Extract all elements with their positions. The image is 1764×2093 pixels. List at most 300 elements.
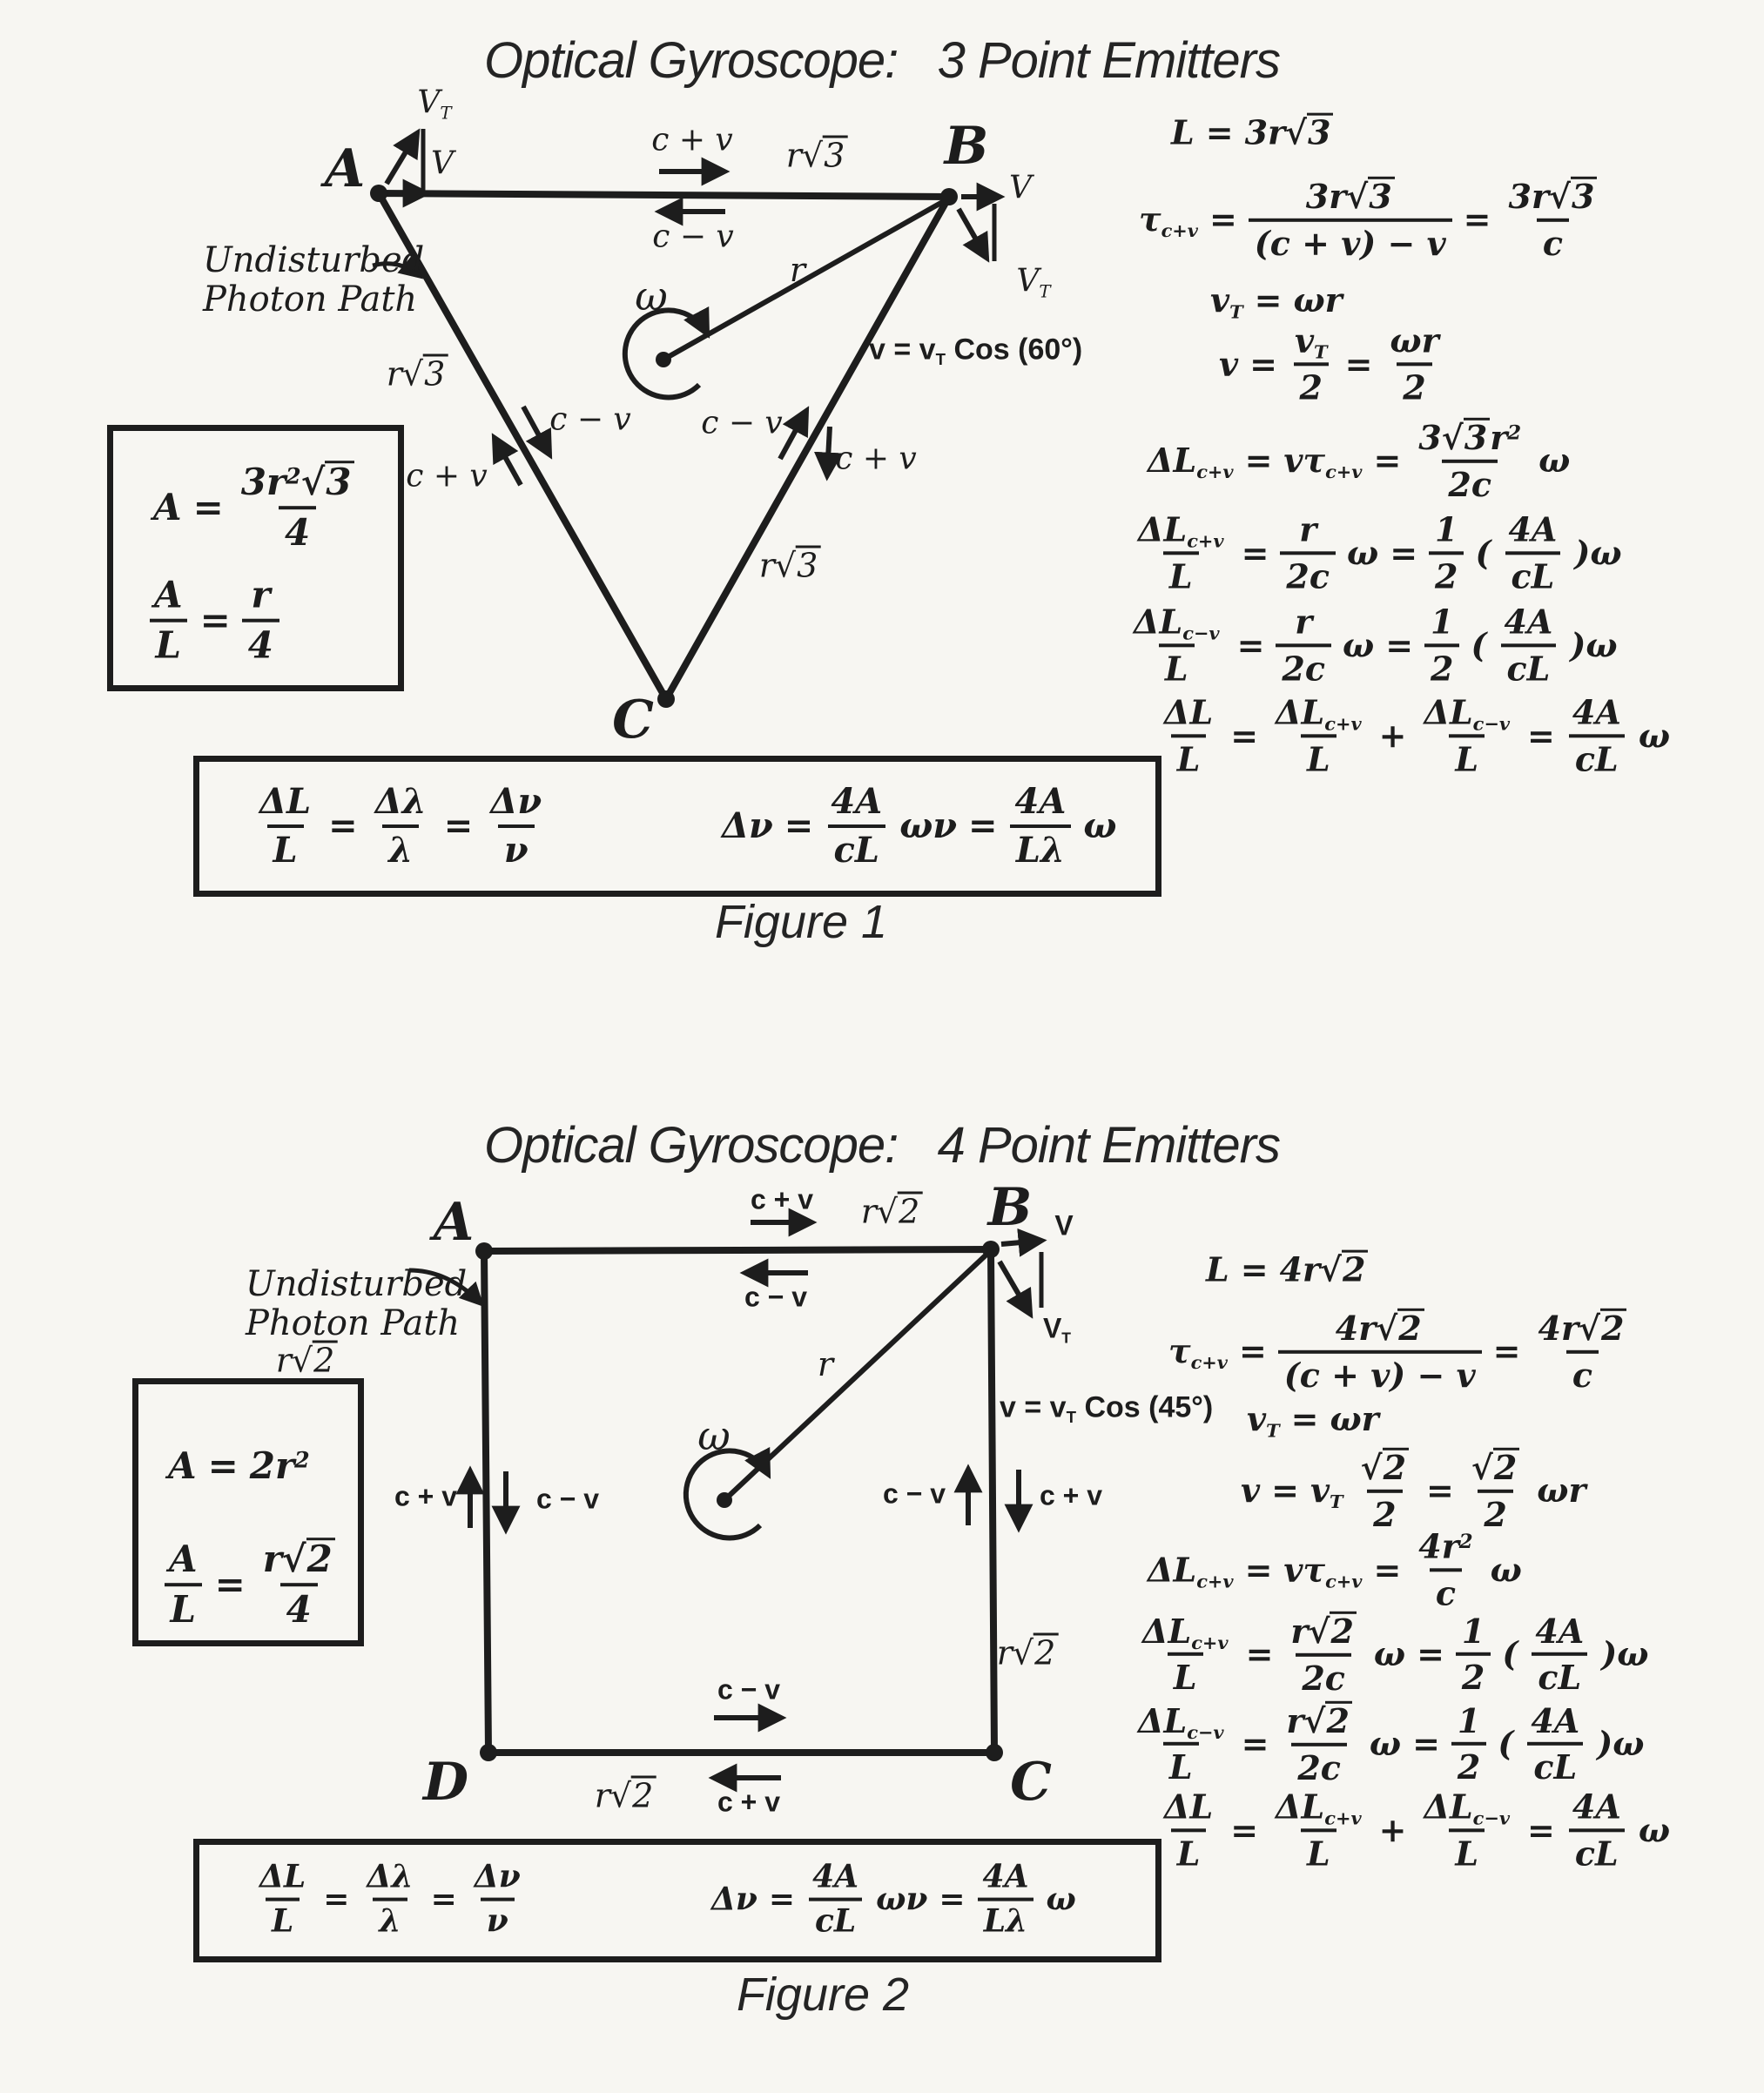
denominator: Lλ xyxy=(978,1898,1034,1940)
fraction xyxy=(1284,1612,1362,1697)
edge-label-c-plus-v-left-side: c + v xyxy=(406,458,488,495)
denominator: c xyxy=(1566,1350,1599,1395)
math-run: $v\tau_{c+v}$ xyxy=(1283,1550,1363,1592)
equation-row xyxy=(1241,1448,1586,1533)
equation-area xyxy=(168,1445,310,1487)
math-run: = xyxy=(768,1881,796,1918)
equation-area-over-length xyxy=(148,575,279,668)
fraction xyxy=(1269,1787,1368,1872)
subscript: c−v xyxy=(1472,1807,1511,1829)
fraction xyxy=(1417,693,1516,777)
superscript: 2 xyxy=(1458,1530,1473,1553)
math-run: $\Delta L_{c+v}$ xyxy=(1148,1550,1234,1592)
subscript: c+v xyxy=(1161,219,1198,242)
figure1-caption: Figure 1 xyxy=(714,896,888,948)
math-run: = xyxy=(968,805,998,846)
denominator: 2 xyxy=(1367,1490,1402,1534)
numerator: ΔL xyxy=(259,1858,306,1895)
numerator: 4A xyxy=(1535,1611,1585,1651)
math-run: = xyxy=(1271,1470,1299,1511)
fraction xyxy=(1566,1787,1627,1872)
area-ratio-box xyxy=(107,425,404,691)
numerator: $\Delta L_{c+v}$ xyxy=(1142,1611,1229,1653)
math-run: + xyxy=(1378,1810,1407,1850)
math-run: = xyxy=(323,1881,350,1918)
numerator: ωr xyxy=(1390,320,1439,360)
radicand: 2 xyxy=(1600,1309,1626,1345)
velocity-v-label-b: V xyxy=(1054,1209,1074,1242)
fraction xyxy=(1158,1787,1219,1872)
edge-label-c-minus-v-left-edge: c − v xyxy=(535,1483,600,1515)
sqrt-expression: √2 xyxy=(1471,1448,1519,1487)
math-run: = xyxy=(207,1444,239,1487)
fraction xyxy=(1278,1309,1482,1394)
math-run: = xyxy=(939,1881,966,1918)
fraction xyxy=(1424,602,1459,687)
math-run: 3r√3 xyxy=(1245,113,1334,152)
fraction xyxy=(1532,1309,1633,1394)
numerator: 1 xyxy=(1431,602,1454,642)
subscript: c+v xyxy=(1196,1570,1234,1592)
math-run: = xyxy=(1492,1331,1521,1371)
fraction xyxy=(253,782,317,871)
math-run: $\tau_{c+v}$ xyxy=(1168,1331,1228,1374)
fraction xyxy=(1132,1701,1230,1786)
denominator: (c + v) − v xyxy=(1278,1350,1482,1395)
fraction xyxy=(1566,693,1627,777)
radicand: 3 xyxy=(823,136,847,172)
fraction xyxy=(1136,1612,1235,1696)
denominator: Lλ xyxy=(1010,824,1071,871)
edge-label-c-plus-v-right-side: c + v xyxy=(835,441,917,477)
edge-label-c-minus-v-left-side: c − v xyxy=(549,401,631,438)
numerator: r√2 xyxy=(257,1538,341,1583)
math-run: = xyxy=(1205,112,1234,152)
v-cos-equation-label: $v = v_T$ Cos (45°) xyxy=(1000,1390,1214,1427)
math-run: = xyxy=(1373,441,1402,481)
math-run: = xyxy=(214,1562,246,1605)
sqrt-expression: √2 xyxy=(1361,1448,1409,1487)
equation-row xyxy=(1171,113,1333,152)
edge-label-c-minus-v-top: c − v xyxy=(652,219,734,255)
sqrt-expression: √2 xyxy=(1579,1309,1626,1348)
vertex-label-c: C xyxy=(1010,1752,1052,1813)
denominator: cL xyxy=(1569,734,1625,778)
fraction xyxy=(257,1538,341,1632)
fraction xyxy=(235,461,360,555)
numerator: 4A xyxy=(1014,781,1067,822)
numerator xyxy=(1465,1448,1525,1490)
fraction xyxy=(163,1538,204,1632)
fraction xyxy=(1412,1527,1478,1612)
radicand: 2 xyxy=(1493,1448,1519,1484)
subscript: T xyxy=(1314,340,1328,363)
subscript: c−v xyxy=(1472,712,1511,735)
equation-area xyxy=(153,461,360,555)
fraction xyxy=(1132,510,1230,595)
radicand: 2 xyxy=(631,1776,656,1813)
math-run: = xyxy=(1373,1550,1402,1590)
vertex-label-a: A xyxy=(324,138,366,199)
subscript: T xyxy=(935,350,946,369)
fraction xyxy=(468,1860,527,1941)
denominator: L xyxy=(1449,734,1485,778)
math-run: = xyxy=(1241,533,1269,573)
denominator: c xyxy=(1537,219,1569,263)
math-run: A xyxy=(153,485,182,528)
math-run: ( xyxy=(1502,1634,1518,1674)
figure2-title: Optical Gyroscope: 4 Point Emitters xyxy=(484,1117,1280,1174)
math-run: = xyxy=(1390,533,1418,573)
numerator: $\Delta L_{c-v}$ xyxy=(1424,692,1511,735)
fraction xyxy=(1355,1448,1415,1533)
denominator: 2c xyxy=(1291,1743,1347,1787)
fraction xyxy=(242,575,279,668)
denominator: cL xyxy=(1569,1828,1625,1873)
radicand: 2 xyxy=(1325,1701,1351,1738)
edge-label-c-plus-v-bottom: c + v xyxy=(717,1786,781,1818)
fraction xyxy=(1384,321,1444,406)
math-run: A xyxy=(168,1444,197,1487)
numerator: 4A xyxy=(1572,692,1621,732)
math-run: )ω xyxy=(1570,625,1618,665)
numerator: r xyxy=(1295,602,1313,642)
numerator: Δν xyxy=(474,1858,521,1895)
math-run: ω xyxy=(1490,1550,1522,1590)
figure1-triangle-diagram xyxy=(370,129,1000,708)
sqrt-expression: √3 xyxy=(1346,177,1394,216)
math-run: $2r^2$ xyxy=(249,1444,310,1487)
equation-row xyxy=(1158,1787,1670,1872)
equation-delta-nu xyxy=(711,1860,1076,1941)
denominator: 4 xyxy=(280,1584,318,1632)
numerator: 1 xyxy=(1435,509,1458,549)
math-run: = xyxy=(1527,1810,1555,1850)
arrow-c-minus-v-left-side xyxy=(523,407,549,454)
numerator: ΔL xyxy=(1164,1787,1214,1827)
math-run: L xyxy=(1171,112,1195,152)
fraction xyxy=(1289,321,1334,406)
math-run: ων xyxy=(876,1881,928,1918)
subscript: T xyxy=(1330,1491,1343,1513)
math-run: = xyxy=(199,598,231,642)
numerator: r√2 xyxy=(1280,1701,1357,1743)
figure2-caption: Figure 2 xyxy=(736,1968,910,2021)
radicand: 2 xyxy=(1330,1612,1356,1648)
math-run: Δν xyxy=(711,1881,757,1918)
denominator: cL xyxy=(1505,551,1561,596)
denominator: 2c xyxy=(1296,1653,1351,1698)
fraction xyxy=(1417,1787,1516,1872)
denominator: L xyxy=(165,1583,203,1631)
numerator: r√2 xyxy=(1284,1612,1362,1653)
denominator: 2 xyxy=(1456,1652,1491,1697)
radicand: 3 xyxy=(796,546,820,582)
numerator: $3r^2√3$ xyxy=(235,461,360,506)
denominator: ν xyxy=(481,1898,515,1940)
sqrt-expression: √2 xyxy=(877,1193,922,1231)
denominator: L xyxy=(150,619,188,667)
math-run: ω xyxy=(1373,1634,1406,1674)
sqrt-expression: √2 xyxy=(1303,1701,1351,1740)
denominator: L xyxy=(1171,734,1207,778)
vertex-dot-c xyxy=(986,1744,1003,1761)
math-run: ( xyxy=(1498,1724,1514,1764)
sqrt-expression: √3 xyxy=(802,137,847,175)
numerator: $v_T$ xyxy=(1294,320,1328,363)
numerator: 1 xyxy=(1457,1700,1481,1740)
vertex-label-a: A xyxy=(433,1192,475,1253)
equation-row xyxy=(1132,510,1622,595)
math-run: = xyxy=(1290,1399,1319,1439)
denominator: 2 xyxy=(1429,551,1464,596)
math-run: = xyxy=(1240,1249,1269,1289)
sqrt-expression: √3 xyxy=(402,355,448,394)
fraction xyxy=(148,575,189,668)
math-run: = xyxy=(1344,344,1373,384)
math-run: )ω xyxy=(1597,1724,1645,1764)
subscript: c−v xyxy=(1182,622,1220,644)
math-run: L xyxy=(1206,1249,1229,1289)
subscript: c−v xyxy=(1187,1720,1224,1743)
denominator: 2c xyxy=(1442,460,1498,504)
arrow-c-plus-v-left-side xyxy=(495,438,521,485)
denominator: 2 xyxy=(1478,1490,1512,1534)
denominator: L xyxy=(266,1898,300,1940)
math-run: = xyxy=(1230,716,1259,756)
equation-row xyxy=(1210,280,1343,323)
numerator: Δν xyxy=(490,781,542,822)
equation-ratio-chain xyxy=(253,782,548,871)
numerator: Δλ xyxy=(374,781,427,822)
denominator: L xyxy=(267,824,304,871)
math-run: = xyxy=(1244,441,1273,481)
side-length-label-right: r√2 xyxy=(997,1633,1059,1672)
fraction xyxy=(1529,1612,1590,1696)
equation-row xyxy=(1206,1250,1368,1289)
math-run: ωr xyxy=(1293,280,1343,320)
math-run: = xyxy=(1238,1331,1267,1371)
fraction xyxy=(825,782,888,871)
math-run: = xyxy=(328,805,358,846)
math-run: $\Delta L_{c+v}$ xyxy=(1148,441,1234,483)
math-run: = xyxy=(1417,1634,1444,1674)
math-run: $v_T$ xyxy=(1310,1470,1343,1513)
sqrt-expression: √3 xyxy=(301,461,354,503)
vertex-label-c: C xyxy=(612,690,654,750)
vertex-label-b: B xyxy=(987,1177,1033,1238)
numerator: 4A xyxy=(1572,1787,1621,1827)
radicand: 3 xyxy=(1368,177,1394,213)
numerator: $\Delta L_{c-v}$ xyxy=(1138,1700,1224,1743)
vertex-dot-b xyxy=(982,1241,1000,1258)
edge-label-c-plus-v-right-edge: c + v xyxy=(1039,1479,1103,1511)
numerator: 3r√3 xyxy=(1503,177,1604,219)
velocity-v-label-a: V xyxy=(431,145,454,182)
equation-row xyxy=(1148,418,1570,503)
sqrt-expression: √3 xyxy=(1549,177,1597,216)
equation-row xyxy=(1219,321,1445,406)
superscript: 2 xyxy=(1507,421,1522,445)
vertex-dot-d xyxy=(480,1744,497,1761)
math-run: )ω xyxy=(1574,533,1622,573)
fraction xyxy=(806,1860,865,1941)
math-run: $\tau_{c+v}$ xyxy=(1139,199,1198,242)
velocity-v-arrow-b xyxy=(1001,1241,1041,1244)
numerator: 4A xyxy=(982,1858,1029,1895)
fraction xyxy=(1269,693,1368,777)
denominator: L xyxy=(1159,643,1195,688)
undisturbed-label-line2: Photon Path xyxy=(203,279,418,320)
denominator: 2 xyxy=(1451,1742,1486,1787)
radicand: 3 xyxy=(423,354,448,391)
radicand: 2 xyxy=(313,1341,337,1377)
sqrt-expression: √2 xyxy=(1376,1309,1424,1348)
numerator: $4r^2$ xyxy=(1418,1526,1473,1566)
math-run: = xyxy=(1230,1810,1259,1850)
numerator: 1 xyxy=(1461,1611,1485,1651)
side-length-label-right: r√3 xyxy=(759,546,821,585)
denominator: L xyxy=(1168,1652,1203,1697)
numerator: $\Delta L_{c-v}$ xyxy=(1134,602,1220,644)
edge-label-c-plus-v-top: c + v xyxy=(750,1183,814,1215)
sqrt-expression: √3 xyxy=(1442,418,1490,457)
edge-label-c-minus-v-right-side: c − v xyxy=(701,405,783,441)
numerator: A xyxy=(154,573,183,616)
math-run: 4r√2 xyxy=(1280,1250,1369,1289)
fraction xyxy=(1451,1701,1486,1786)
math-run: + xyxy=(1378,716,1407,756)
math-run: $v\tau_{c+v}$ xyxy=(1283,441,1363,483)
subscript: c+v xyxy=(1324,1807,1362,1829)
tangential-velocity-arrow-b xyxy=(959,209,986,258)
fraction xyxy=(1525,1701,1586,1786)
side-length-label-bottom: r√2 xyxy=(595,1776,656,1815)
undisturbed-label-line2: Photon Path xyxy=(246,1303,461,1343)
fraction xyxy=(1158,693,1219,777)
subscript: T xyxy=(1229,300,1243,323)
math-run: v xyxy=(1241,1470,1261,1511)
numerator: 4A xyxy=(1508,509,1558,549)
fraction xyxy=(1412,418,1527,503)
radicand: 2 xyxy=(898,1192,922,1228)
fraction xyxy=(1128,602,1226,687)
equation-row xyxy=(1168,1309,1633,1394)
subscript: T xyxy=(1066,1408,1076,1427)
subscript: c+v xyxy=(1187,529,1224,552)
math-run: = xyxy=(430,1881,457,1918)
numerator: r xyxy=(251,573,271,616)
subscript: c+v xyxy=(1190,1351,1228,1374)
math-run: ωr xyxy=(1537,1470,1586,1511)
center-dot xyxy=(717,1492,732,1508)
doppler-result-box xyxy=(193,756,1161,897)
subscript: c+v xyxy=(1324,712,1362,735)
radicand: 2 xyxy=(306,1538,335,1578)
fraction xyxy=(1009,782,1073,871)
numerator: $\Delta L_{c+v}$ xyxy=(1138,509,1224,552)
denominator: (c + v) − v xyxy=(1249,219,1452,263)
equation-row xyxy=(1148,1527,1522,1612)
figure1-title: Optical Gyroscope: 3 Point Emitters xyxy=(484,32,1280,89)
vertex-dot-c xyxy=(657,690,675,708)
denominator: λ xyxy=(382,824,419,871)
sqrt-expression: √2 xyxy=(1308,1612,1356,1651)
numerator: 3r√3 xyxy=(1300,177,1401,219)
radicand: 2 xyxy=(1383,1448,1409,1484)
radicand: 2 xyxy=(1033,1633,1058,1670)
fraction xyxy=(977,1860,1035,1941)
subscript: c+v xyxy=(1325,1570,1363,1592)
omega-label: ω xyxy=(697,1412,731,1459)
math-run: ω xyxy=(1347,533,1379,573)
numerator: ΔL xyxy=(1164,692,1214,732)
math-run: = xyxy=(192,485,224,528)
v-cos-equation-label: $v = v_T$ Cos (60°) xyxy=(869,333,1083,369)
math-run: = xyxy=(1244,1550,1273,1590)
fraction xyxy=(1280,510,1336,595)
denominator: 2c xyxy=(1276,643,1331,688)
math-run: = xyxy=(784,805,814,846)
superscript: 2 xyxy=(286,462,301,489)
math-run: = xyxy=(1385,625,1414,665)
superscript: 2 xyxy=(294,1446,310,1473)
fraction xyxy=(1498,602,1559,687)
denominator: L xyxy=(1163,551,1199,596)
math-run: ( xyxy=(1475,533,1491,573)
denominator: L xyxy=(1449,1828,1485,1873)
subscript: T xyxy=(440,103,452,124)
numerator: r xyxy=(1299,509,1317,549)
vertex-dot-a xyxy=(475,1242,493,1260)
math-run: )ω xyxy=(1601,1634,1649,1674)
denominator: L xyxy=(1301,734,1336,778)
equation-row xyxy=(1128,602,1618,687)
math-run: ( xyxy=(1471,625,1487,665)
math-run: v xyxy=(1219,344,1239,384)
subscript: c+v xyxy=(1325,461,1363,483)
velocity-v-label-b: V xyxy=(1009,170,1032,206)
equation-row xyxy=(1158,693,1670,777)
math-run: ων xyxy=(899,805,958,846)
subscript: T xyxy=(1266,1419,1280,1442)
math-run: = xyxy=(1236,625,1265,665)
denominator: 2c xyxy=(1280,551,1336,596)
tangential-velocity-arrow-b xyxy=(1000,1262,1030,1314)
numerator: ΔL xyxy=(259,781,312,822)
math-run: $v_T$ xyxy=(1247,1399,1280,1442)
subscript: T xyxy=(1061,1329,1072,1347)
velocity-vt-label-a: $V_T$ xyxy=(417,84,452,124)
tangential-velocity-arrow-a xyxy=(387,133,417,184)
denominator: cL xyxy=(828,824,885,871)
numerator: A xyxy=(169,1537,198,1580)
side-length-label-left: r√2 xyxy=(276,1341,338,1380)
sqrt-expression: √2 xyxy=(292,1342,337,1380)
fraction xyxy=(484,782,548,871)
equation-area-over-length xyxy=(163,1538,341,1632)
velocity-vt-label-b: $V_T$ xyxy=(1042,1312,1072,1347)
sqrt-expression: √3 xyxy=(1285,113,1333,152)
edge-label-c-minus-v-bottom: c − v xyxy=(717,1673,781,1706)
numerator: $3√3r^2$ xyxy=(1418,417,1522,457)
numerator: $\Delta L_{c-v}$ xyxy=(1424,1787,1511,1829)
math-run: = xyxy=(1245,1634,1274,1674)
fraction xyxy=(1429,510,1464,595)
undisturbed-label-line1: Undisturbed xyxy=(203,240,425,280)
area-ratio-box xyxy=(132,1378,364,1646)
edge-label-c-plus-v-left-edge: c + v xyxy=(394,1480,458,1512)
